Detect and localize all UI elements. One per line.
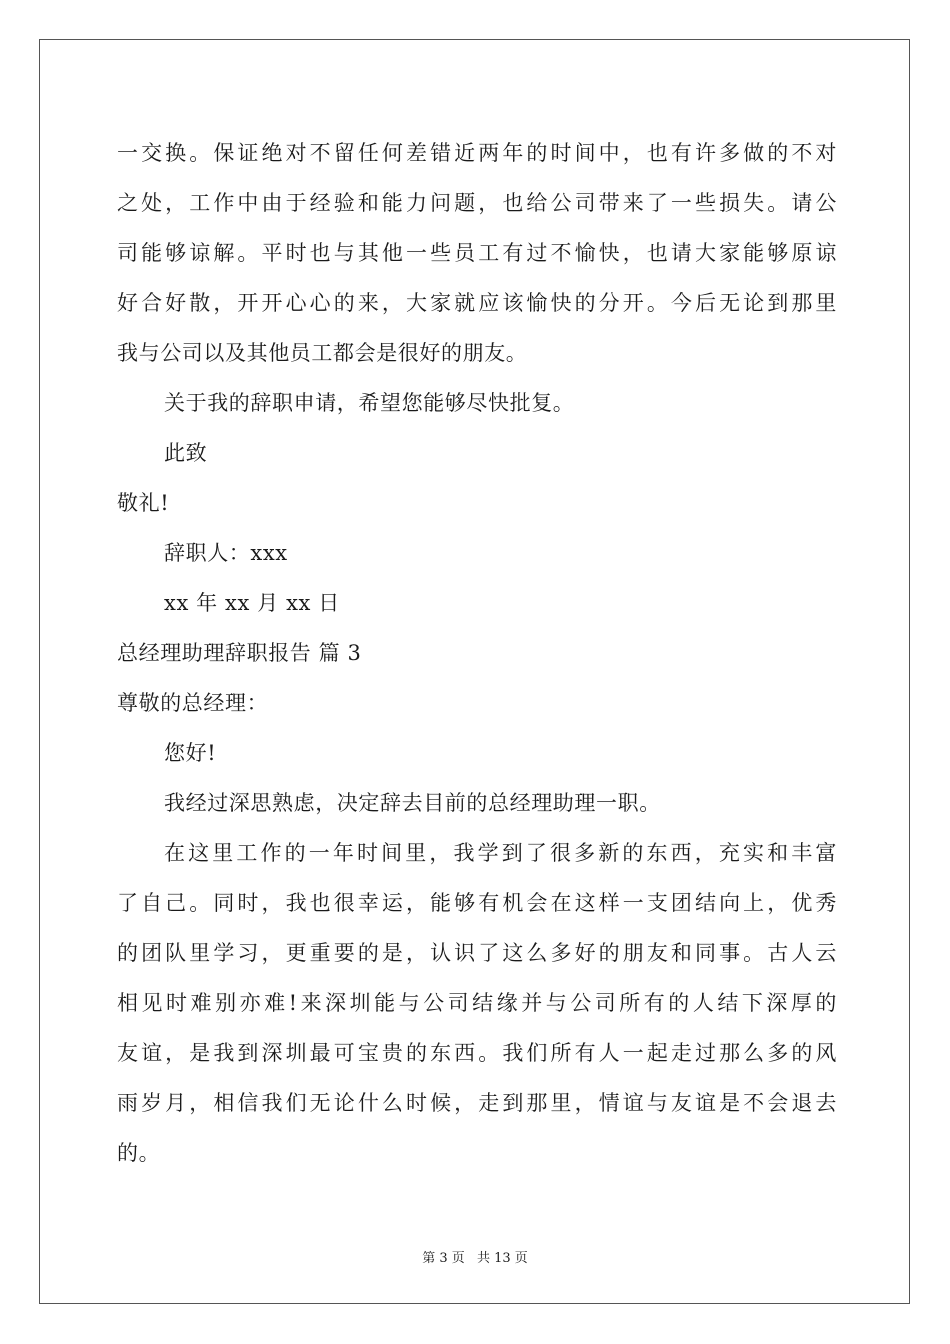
body-line: 一交换。保证绝对不留任何差错近两年的时间中，也有许多做的不对 [117,141,837,165]
body-line: 雨岁月，相信我们无论什么时候，走到那里，情谊与友谊是不会退去 [117,1091,837,1115]
letter-greeting: 您好! [164,741,217,765]
body-line: 的团队里学习，更重要的是，认识了这么多好的朋友和同事。古人云 [117,941,837,965]
body-line: 司能够谅解。平时也与其他一些员工有过不愉快，也请大家能够原谅 [117,241,837,265]
document-body [117,128,837,1178]
signature-date: xx 年 xx 月 xx 日 [164,591,340,615]
body-line: 相见时难别亦难!来深圳能与公司结缘并与公司所有的人结下深厚的 [117,991,837,1015]
body-line: 友谊，是我到深圳最可宝贵的东西。我们所有人一起走过那么多的风 [117,1041,837,1065]
body-line: 了自己。同时，我也很幸运，能够有机会在这样一支团结向上，优秀 [117,891,837,915]
body-line: 我与公司以及其他员工都会是很好的朋友。 [117,341,528,365]
salutation-closing: 此致 [164,441,208,465]
body-line: 好合好散，开开心心的来，大家就应该愉快的分开。今后无论到那里 [117,291,837,315]
body-line: 我经过深思熟虑，决定辞去目前的总经理助理一职。 [164,791,661,815]
section-heading: 总经理助理辞职报告 篇 3 [117,641,362,665]
letter-addressee: 尊敬的总经理： [117,691,269,715]
page-total: 共 13 页 [476,1251,528,1266]
body-line: 之处，工作中由于经验和能力问题，也给公司带来了一些损失。请公 [117,191,837,215]
salutation-regards: 敬礼! [117,491,170,515]
signature-name: 辞职人：xxx [164,541,288,565]
closing-request: 关于我的辞职申请，希望您能够尽快批复。 [164,391,575,415]
body-line: 在这里工作的一年时间里，我学到了很多新的东西，充实和丰富 [164,841,837,865]
body-line: 的。 [117,1141,161,1165]
page-footer [0,1247,950,1266]
page-number: 第 3 页 [422,1251,465,1266]
